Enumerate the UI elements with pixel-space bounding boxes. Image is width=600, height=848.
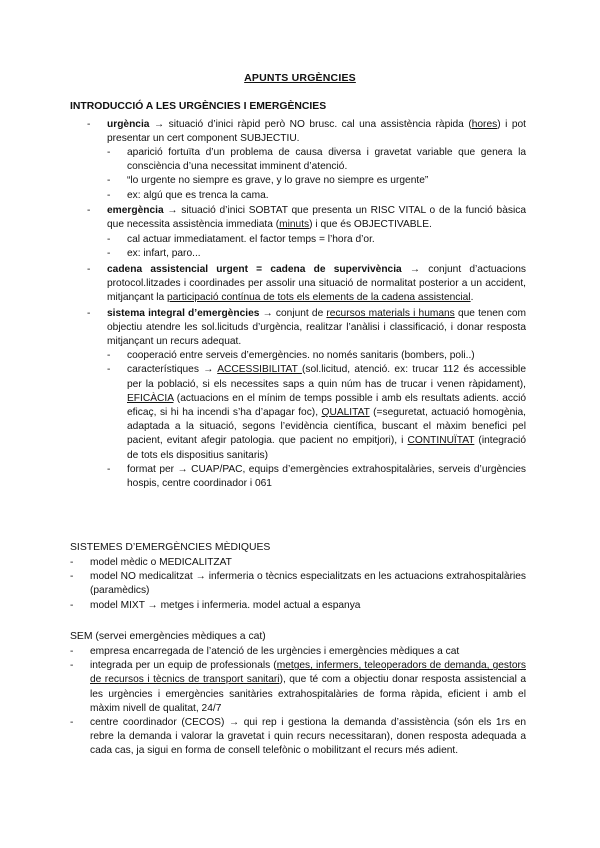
list-item-emergencia: - emergència → situació d’inici SOBTAT que presenta un RISC VITAL o de la funció bàsica que necessita assistència immediata (minuts) i que és OBJECTIVABLE. - cal actuar immediatament. el factor temps = l’hora d’or. - ex: infart, paro... (107, 204, 526, 261)
intro-list (107, 116, 526, 491)
section-sem-cat (70, 630, 530, 644)
document-title: APUNTS URGÈNCIES (244, 72, 356, 84)
list-item: - model NO medicalitzat → infermeria o tècnics especialitzats en les actuacions extrahospitalàries (paramèdics) (90, 570, 526, 598)
section-heading: INTRODUCCIÓ A LES URGÈNCIES I EMERGÈNCIES (70, 101, 327, 112)
list-item: - model MIXT → metges i infermeria. model actual a espanya (90, 599, 526, 613)
list-item-caracteristiques: - característiques → ACCESSIBILITAT (sol.licitud, atenció. ex: trucar 112 és accessible per la població, si els necessites saps a quin núm has de trucar i venen ràpidament), EFICÀCIA (actuacions en el mínim de temps possible i amb els resultats adients. acció eficaç, si hi ha incendi s’ha d’apagar foc), QUALITAT (=seguretat, actuació homogènia, adaptada a la situació, segons l’evidència científica, buscant el màxim benefici pel pacient, evitant afegir patologia. que pacient no empitjori), i CONTINUÏTAT (integració de tots els dispositius sanitaris) (127, 363, 526, 462)
section-sem-models (70, 541, 530, 555)
list-item: - centre coordinador (CECOS) → qui rep i gestiona la demanda d’assistència (són els 1rs en rebre la demanda i valorar la gravetat i quin recurs necessitaran), donen resposta adequada a cada cas, ja sigui en forma de consell telefònic o mobilitzant el recurs més adient. (90, 716, 526, 759)
list-item: - format per → CUAP/PAC, equips d’emergències extrahospitalàries, serveis d’urgències hospis, centre coordinador i 061 (127, 463, 526, 491)
list-item: - aparició fortuïta d’un problema de causa diversa i gravetat variable que genera la consciència d’una necessitat imminent d’atenció. (127, 146, 526, 174)
section-heading: SEM (servei emergències mèdiques a cat) (70, 631, 266, 642)
models-list (90, 556, 526, 613)
list-item: - model mèdic o MEDICALITZAT (90, 556, 526, 570)
list-item-cadena: - cadena assistencial urgent = cadena de supervivència → conjunt d’actuacions protocol.litzades i coordinades per assolir una situació de normalitat posterior a un accident, mitjançant la participació contínua de tots els elements de la cadena assistencial. (107, 263, 526, 306)
section-intro (70, 100, 530, 114)
list-item: - cal actuar immediatament. el factor temps = l’hora d’or. (127, 233, 526, 247)
list-item-integrada: - integrada per un equip de professionals (metges, infermers, teleoperadors de demanda, gestors de recursos i tècnics de transport sanitari), que té com a objectiu donar resposta assistencial a les urgències i emergències sanitàries extrahospitalàries de forma ràpida, eficient i amb el màxim nivell de qualitat, 24/7 (90, 659, 526, 716)
section-heading: SISTEMES D’EMERGÈNCIES MÈDIQUES (70, 542, 271, 553)
list-item: - “lo urgente no siempre es grave, y lo grave no siempre es urgente” (127, 174, 526, 188)
list-item: - empresa encarregada de l’atenció de les urgències i emergències mèdiques a cat (90, 645, 526, 659)
list-item: - ex: infart, paro... (127, 247, 526, 261)
sem-list (90, 645, 526, 759)
list-item-sistema: - sistema integral d’emergències → conjunt de recursos materials i humans que tenen com objectiu atendre les sol.licituds d’urgència, realitzar l’anàlisi i classificació, i donar resposta mitjançant un recurs adequat. - cooperació entre serveis d’emergències. no només sanitaris (bombers, poli..) - característiques → ACCESSIBILITAT (sol.licitud, atenció. ex: trucar 112 és accessible per la població, si els necessites saps a quin núm has de trucar i venen ràpidament), EFICÀCIA (actuacions en el mínim de temps possible i amb els resultats adients. acció eficaç, si hi ha incendi s’ha d’apagar foc), QUALITAT (=seguretat, actuació homogènia, adaptada a la situació, segons l’evidència científica, buscant el màxim benefici pel pacient, evitant afegir patologia. que pacient no empitjori), i CONTINUÏTAT (integració de tots els dispositius sanitaris) - format per → CUAP/PAC, equips d’emergències extrahospitalàries, serveis d’urgències hospis, centre coordinador i 061 (107, 307, 526, 492)
term-sistema: sistema integral d’emergències (107, 307, 260, 319)
list-item: - ex: algú que es trenca la cama. (127, 189, 526, 203)
list-item: - cooperació entre serveis d’emergències. no només sanitaris (bombers, poli..) (127, 349, 526, 363)
term-emergencia: emergència (107, 205, 164, 217)
list-item-urgencia: - urgència → situació d’inici ràpid però NO brusc. cal una assistència ràpida (hores) i pot presentar un cert component SUBJECTIU. - aparició fortuïta d’un problema de causa diversa i gravetat variable que genera la consciència d’una necessitat imminent d’atenció. - “lo urgente no siempre es grave, y lo grave no siempre es urgente” - ex: algú que es trenca la cama. (107, 118, 526, 203)
term-urgencia: urgència (107, 118, 150, 130)
term-cadena: cadena assistencial urgent = cadena de supervivència (107, 263, 402, 275)
